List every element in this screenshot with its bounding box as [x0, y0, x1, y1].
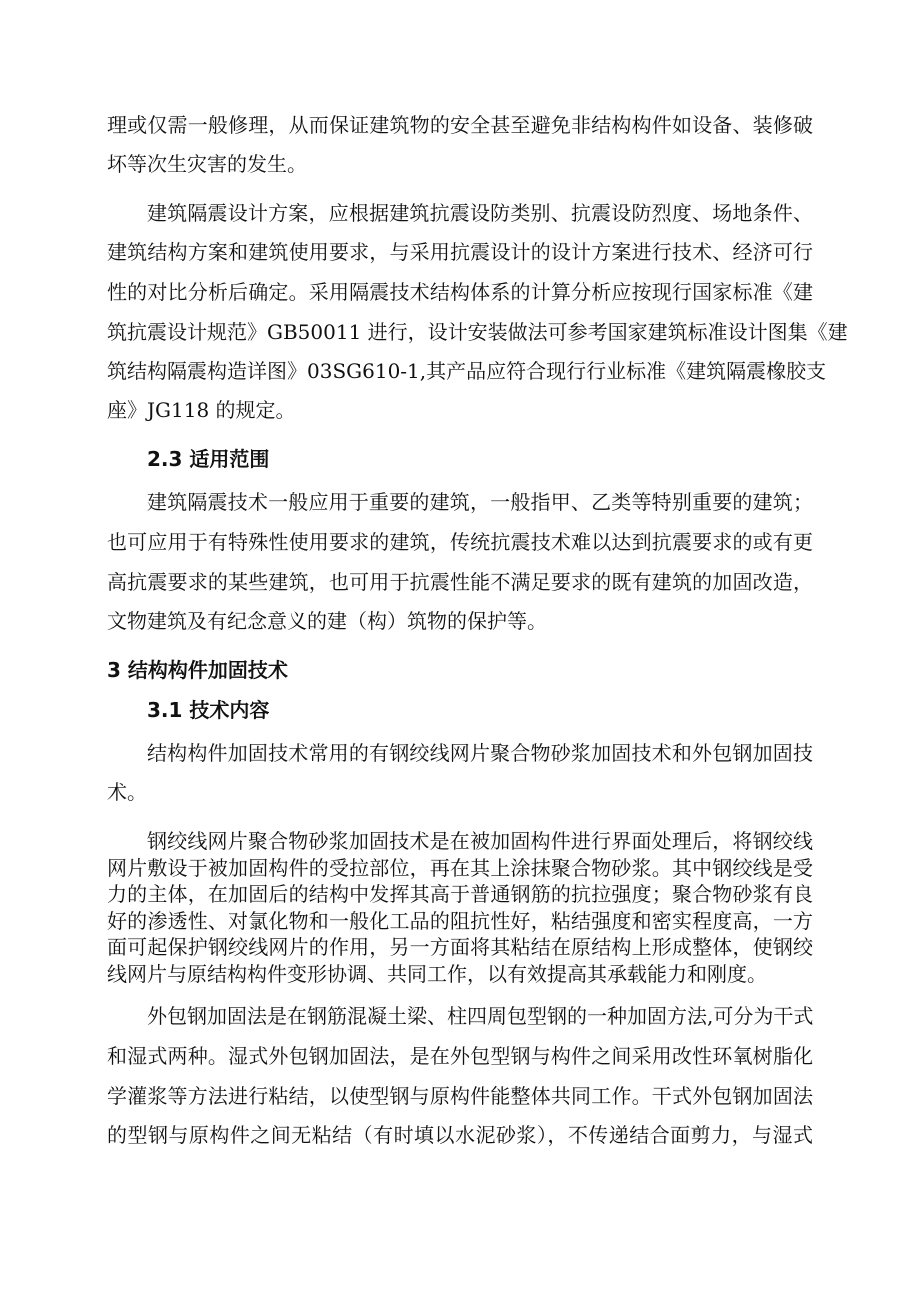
paragraph-line: 建筑结构方案和建筑使用要求，与采用抗震设计的设计方案进行技术、经济可行 [107, 240, 813, 264]
paragraph-line: 高抗震要求的某些建筑，也可用于抗震性能不满足要求的既有建筑的加固改造， [107, 570, 813, 594]
paragraph-line: 的型钢与原构件之间无粘结（有时填以水泥砂浆），不传递结合面剪力，与湿式 [107, 1123, 813, 1147]
section-heading-3-1: 3.1 技术内容 [147, 698, 270, 722]
paragraph-line: 也可应用于有特殊性使用要求的建筑，传统抗震技术难以达到抗震要求的或有更 [107, 530, 813, 554]
paragraph-line: 文物建筑及有纪念意义的建（构）筑物的保护等。 [107, 609, 547, 633]
paragraph-line: 性的对比分析后确定。采用隔震技术结构体系的计算分析应按现行国家标准《建 [107, 280, 813, 304]
paragraph-line: 和湿式两种。湿式外包钢加固法，是在外包型钢与构件之间采用改性环氧树脂化 [107, 1044, 813, 1068]
paragraph-line: 结构构件加固技术常用的有钢绞线网片聚合物砂浆加固技术和外包钢加固技 [147, 741, 813, 765]
paragraph-line: 力的主体，在加固后的结构中发挥其高于普通钢筋的抗拉强度；聚合物砂浆有良 [107, 882, 813, 906]
section-heading-3: 3 结构构件加固技术 [107, 658, 288, 682]
paragraph-line: 线网片与原结构构件变形协调、共同工作，以有效提高其承载能力和刚度。 [107, 962, 767, 986]
paragraph-line: 坏等次生灾害的发生。 [107, 152, 307, 176]
paragraph-line: 外包钢加固法是在钢筋混凝土梁、柱四周包型钢的一种加固方法,可分为干式 [147, 1004, 814, 1028]
section-heading-2-3: 2.3 适用范围 [147, 447, 270, 471]
paragraph-line: 建筑隔震设计方案，应根据建筑抗震设防类别、抗震设防烈度、场地条件、 [147, 201, 813, 225]
paragraph-line: 好的渗透性、对氯化物和一般化工品的阻抗性好，粘结强度和密实程度高，一方 [107, 909, 813, 933]
paragraph-line: 建筑隔震技术一般应用于重要的建筑，一般指甲、乙类等特别重要的建筑； [147, 490, 813, 514]
paragraph-line: 筑结构隔震构造详图》03SG610-1,其产品应符合现行行业标准《建筑隔震橡胶支 [107, 359, 827, 383]
paragraph-line: 座》JG118 的规定。 [107, 398, 296, 422]
paragraph-line: 学灌浆等方法进行粘结，以使型钢与原构件能整体共同工作。干式外包钢加固法 [107, 1084, 813, 1108]
paragraph-line: 理或仅需一般修理，从而保证建筑物的安全甚至避免非结构构件如设备、装修破 [107, 113, 813, 137]
paragraph-line: 筑抗震设计规范》GB50011 进行，设计安装做法可参考国家建筑标准设计图集《建 [107, 320, 848, 344]
paragraph-line: 钢绞线网片聚合物砂浆加固技术是在被加固构件进行界面处理后，将钢绞线 [147, 829, 813, 853]
paragraph-line: 网片敷设于被加固构件的受拉部位，再在其上涂抹聚合物砂浆。其中钢绞线是受 [107, 856, 813, 880]
paragraph-line: 面可起保护钢绞线网片的作用，另一方面将其粘结在原结构上形成整体，使钢绞 [107, 935, 813, 959]
paragraph-line: 术。 [107, 780, 147, 804]
